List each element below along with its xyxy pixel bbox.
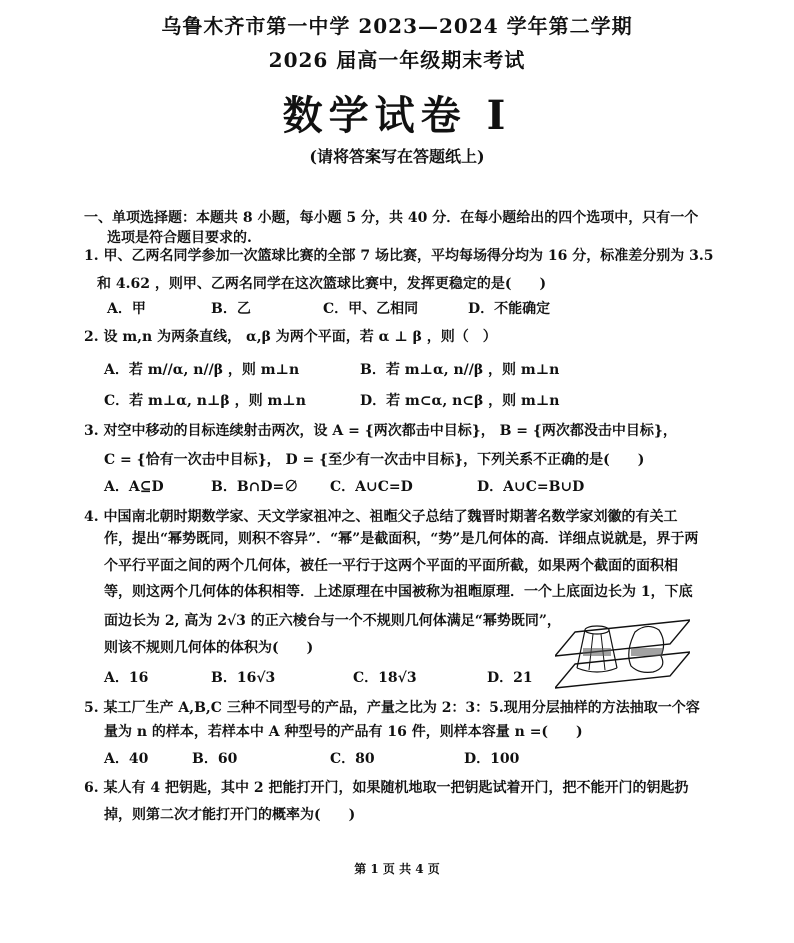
q1-line1: 1. 甲、乙两名同学参加一次篮球比赛的全部 7 场比赛，平均每场得分均为 16 分，标准差分别为 3.5 (84, 248, 714, 264)
q1-option-a: A．甲 (107, 301, 146, 317)
section-heading-line2: 选项是符合题目要求的. (107, 230, 252, 246)
q5-option-c: C．80 (330, 751, 375, 767)
zu-geng-principle-figure (555, 612, 690, 690)
q3-line1: 3. 对空中移动的目标连续射击两次，设 A = {两次都击中目标}， B = {两次都没击中目标}， (84, 423, 677, 439)
school-line: 乌鲁木齐市第一中学 2023—2024 学年第二学期 (161, 14, 633, 38)
upper-plane (555, 620, 690, 656)
section-heading-line1: 一、单项选择题：本题共 8 小题，每小题 5 分，共 40 分．在每小题给出的四个选项中，只有一个 (84, 210, 699, 226)
q2-option-c: C．若 m⊥α, n⊥β ，则 m⊥n (104, 393, 306, 409)
q2-option-a: A．若 m//α, n//β ，则 m⊥n (104, 362, 300, 378)
q6-line1: 6. 某人有 4 把钥匙，其中 2 把能打开门，如果随机地取一把钥匙试着开门，把不能开门的钥匙扔 (84, 780, 689, 796)
q5-line1: 5. 某工厂生产 A,B,C 三种不同型号的产品，产量之比为 2：3：5.现用分层抽样的方法抽取一个容 (84, 700, 700, 716)
lower-plane (555, 652, 690, 688)
q4-line1: 4. 中国南北朝时期数学家、天文学家祖冲之、祖暅父子总结了魏晋时期著名数学家刘徽的有关工 (84, 509, 678, 525)
q4-option-c: C．18√3 (353, 670, 417, 686)
q3-option-d: D．A∪C=B∪D (477, 479, 585, 495)
q4-option-d: D．21 (487, 670, 533, 686)
q3-option-b: B．B∩D=∅ (211, 479, 299, 495)
hexagonal-frustum (577, 626, 617, 672)
q5-option-d: D．100 (464, 751, 520, 767)
q3-option-a: A．A⊆D (104, 479, 164, 495)
q5-option-a: A．40 (104, 751, 149, 767)
page-title: 数学试卷 I (282, 92, 512, 139)
q1-option-d: D．不能确定 (468, 301, 551, 317)
q5-line2: 量为 n 的样本，若样本中 A 种型号的产品有 16 件，则样本容量 n =( ) (104, 724, 583, 740)
q2-line1: 2. 设 m,n 为两条直线， α,β 为两个平面，若 α ⊥ β ，则（ ） (84, 329, 497, 345)
q2-option-d: D．若 m⊂α, n⊂β ，则 m⊥n (360, 393, 560, 409)
q4-line4: 等，则这两个几何体的体积相等．上述原理在中国被称为祖暅原理．一个上底面边长为 1，下底 (104, 584, 693, 600)
q2-option-b: B．若 m⊥α, n//β ，则 m⊥n (360, 362, 560, 378)
q3-option-c: C．A∪C=D (330, 479, 413, 495)
q1-option-c: C．甲、乙相同 (323, 301, 419, 317)
q4-line3: 个平行平面之间的两个几何体，被任一平行于这两个平面的平面所截，如果两个截面的面积相 (104, 558, 678, 574)
page-footer: 第 1 页 共 4 页 (354, 862, 440, 876)
q6-line2: 掉，则第二次才能打开门的概率为( ) (104, 807, 356, 823)
q4-option-a: A．16 (104, 670, 149, 686)
answer-note: (请将答案写在答题纸上) (309, 147, 485, 166)
q4-line2: 作，提出“幂势既同，则积不容异”．“幂”是截面积，“势”是几何体的高．详细点说就是，界于两 (104, 531, 699, 547)
q5-option-b: B．60 (192, 751, 238, 767)
exam-line: 2026 届高一年级期末考试 (268, 48, 526, 72)
q4-line6: 则该不规则几何体的体积为( ) (104, 640, 314, 656)
q3-line2: C = {恰有一次击中目标}， D = {至少有一次击中目标}，下列关系不正确的是( ) (104, 452, 645, 468)
irregular-solid (629, 626, 664, 672)
q4-option-b: B．16√3 (211, 670, 276, 686)
q4-line5: 面边长为 2, 高为 2√3 的正六棱台与一个不规则几何体满足“幂势既同”， (104, 613, 561, 629)
q1-line2: 和 4.62 ，则甲、乙两名同学在这次篮球比赛中，发挥更稳定的是( ) (97, 276, 547, 292)
q1-option-b: B．乙 (211, 301, 251, 317)
